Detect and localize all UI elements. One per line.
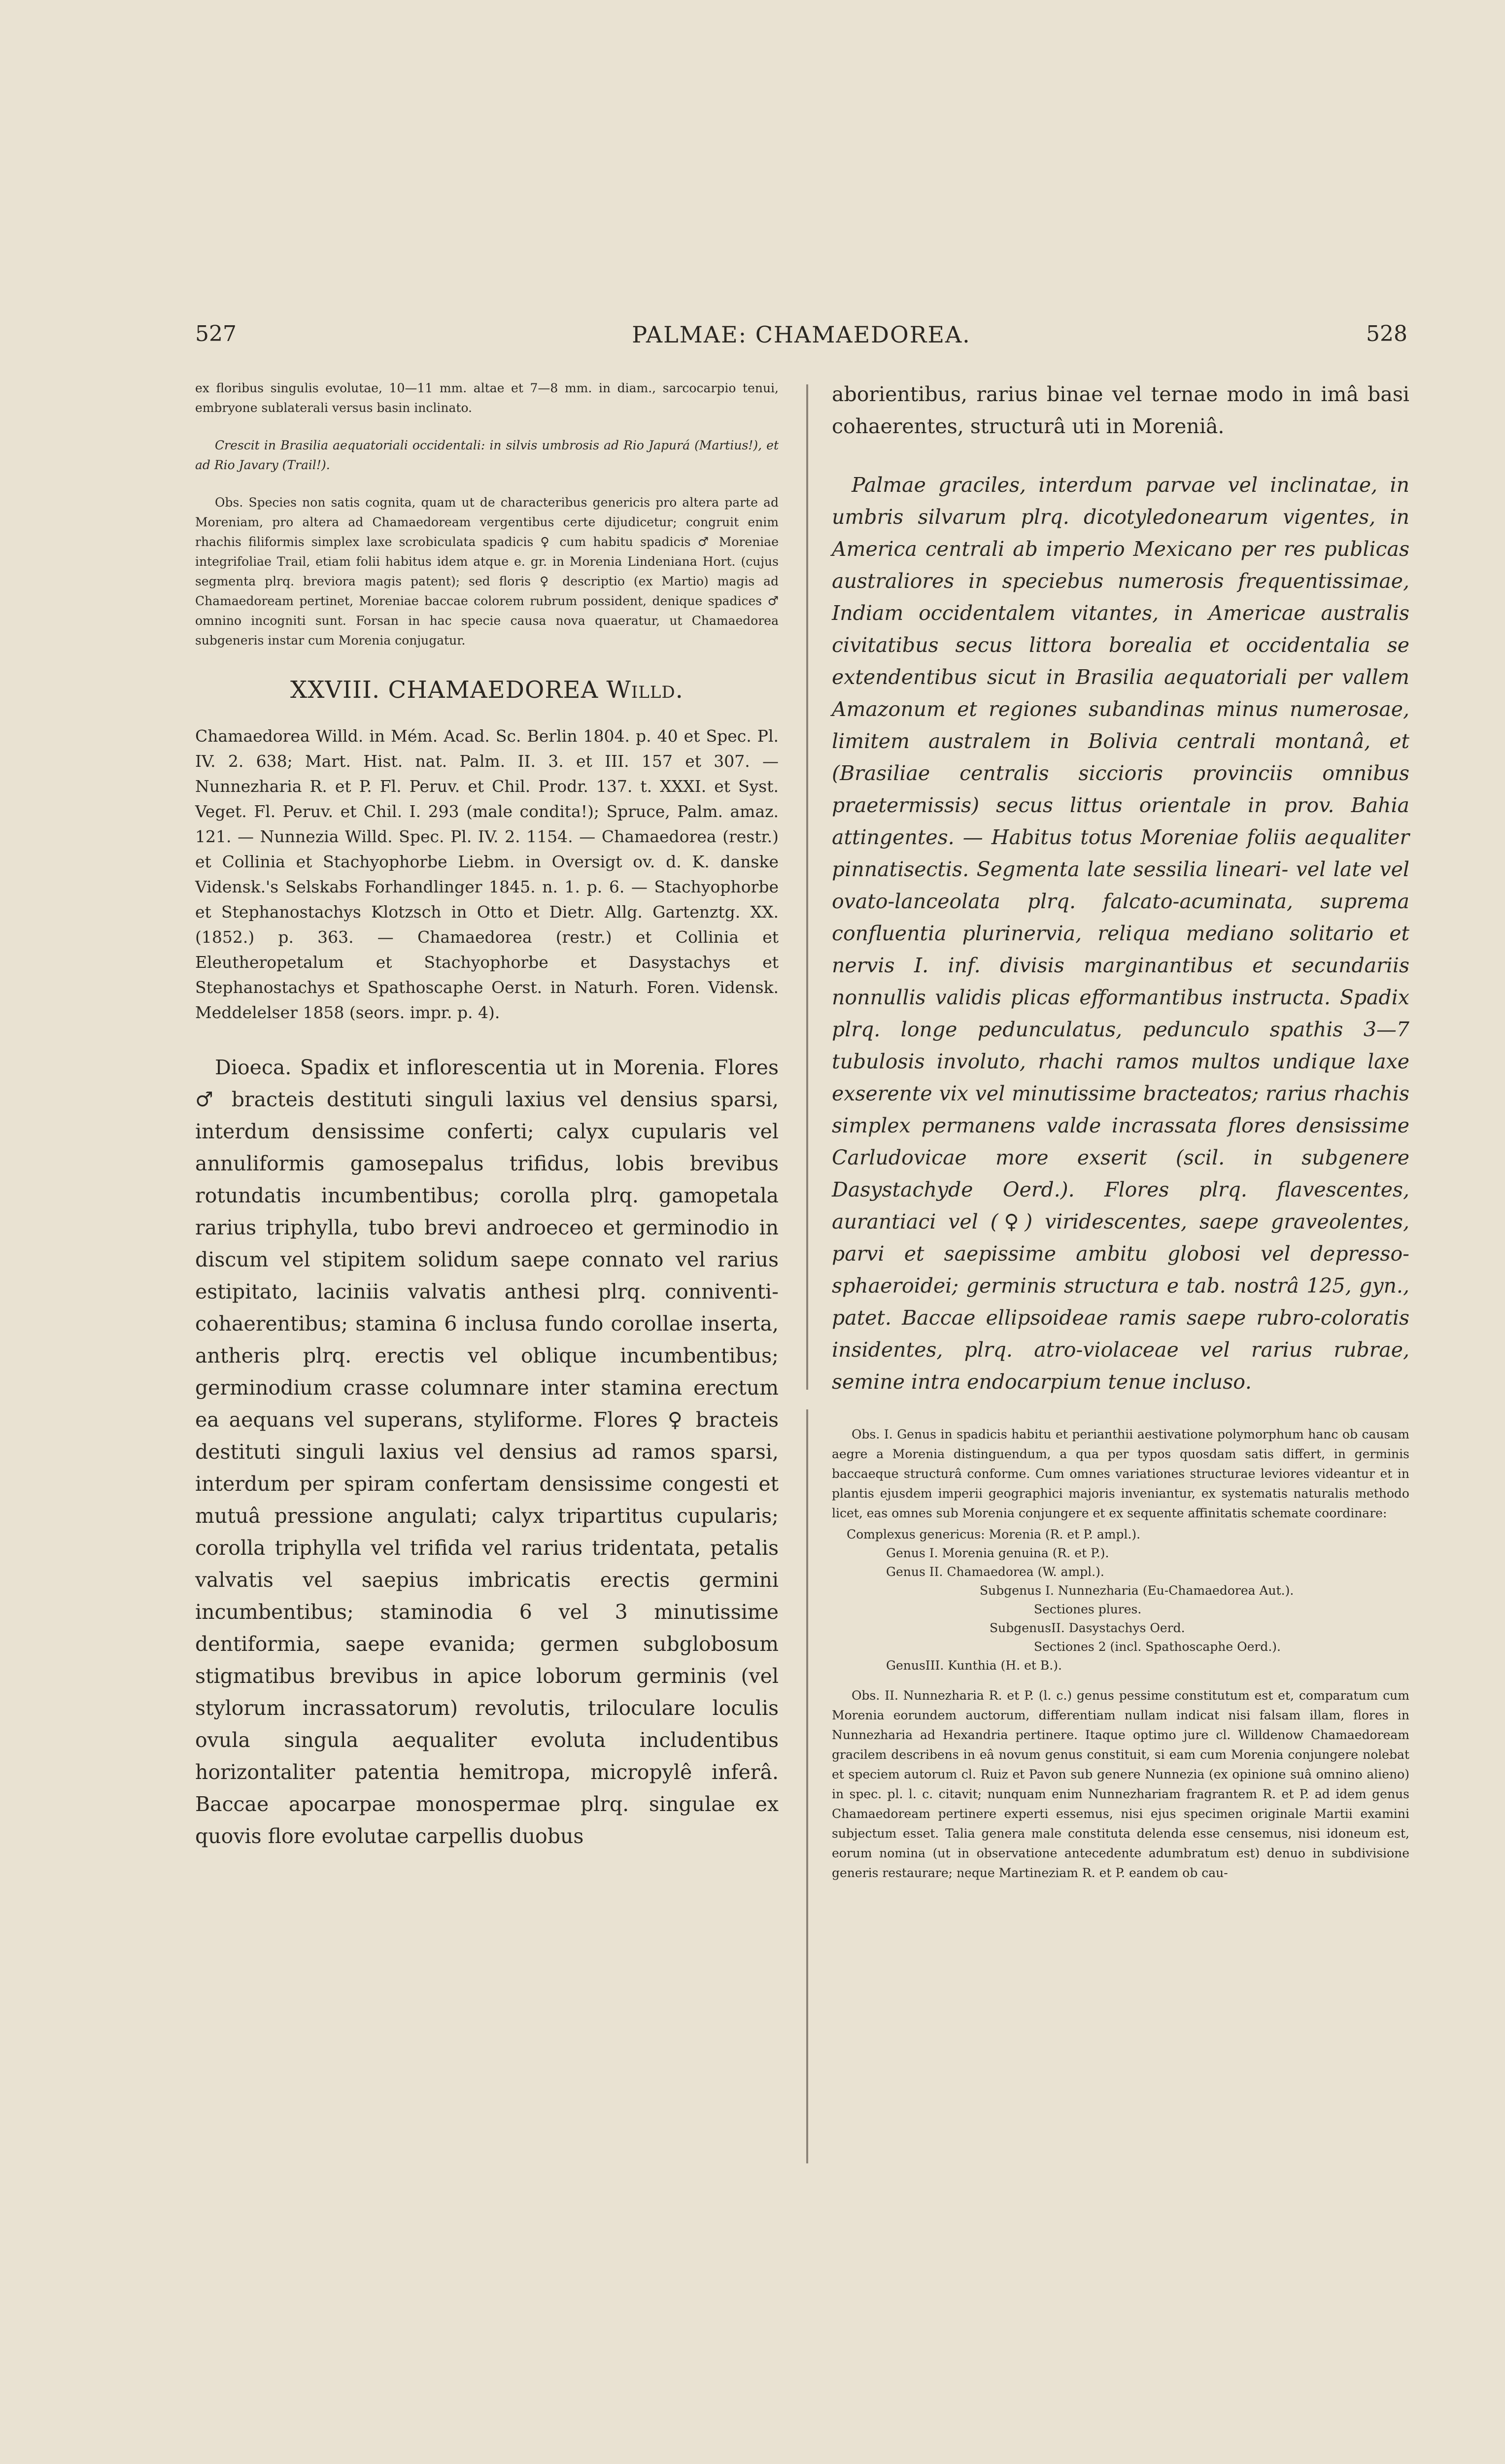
scheme-line: SubgenusII. Dasystachys Oerd. — [990, 1621, 1185, 1635]
column-divider-lower — [806, 1409, 808, 2163]
column-divider — [806, 384, 808, 1390]
fruit-description-end: ex floribus singulis evolutae, 10—11 mm. altae et 7—8 mm. in diam., sarcocarpio tenui, embryone sublaterali versus basin inclinato. — [195, 381, 779, 415]
habit-distribution: Palmae graciles, interdum parvae vel inclinatae, in umbris silvarum plrq. dicotyledonearum vigentes, in America centrali ab imperio Mexicano per res publicas australiores in speciebus numerosis frequentissimae, Indiam occidentalem vitantes, in Americae australis civitatibus secus littora borealia et occidentalia se extendentibus sicut in Brasilia aequatoriali per vallem Amazonum et regiones subandinas minus numerosae, limitem australem in Bolivia centrali montanâ, et (Brasiliae centralis siccioris provinciis omnibus praetermissis) secus littus orientale in prov. Bahia attingentes. — Habitus totus Moreniae foliis aequaliter pinnatisectis. Segmenta late sessilia lineari- vel late vel ovato-lanceolata plrq. falcato-acuminata, suprema confluentia plurinervia, reliqua mediano solitario et nervis I. inf. divisis marginantibus et secundariis nonnullis validis plicas efformantibus instructa. Spadix plrq. longe pedunculatus, pedunculo spathis 3—7 tubulosis involuto, rhachi ramos multos undique laxe exserente vix vel minutissime bracteatos; rarius rhachis simplex permanens valde incrassata flores densissime Carludovicae more exserit (scil. in subgenere Dasystachyde Oerd.). Flores plrq. flavescentes, aurantiaci vel (♀) viridescentes, saepe graveolentes, parvi et saepissime ambitu globosi vel depresso-sphaeroidei; germinis structura e tab. nostrâ 125, gyn., patet. Baccae ellipsoideae ramis saepe rubro-coloratis insidentes, plrq. atro-violaceae vel rarius rubrae, semine intra endocarpium tenue inclusο. — [832, 473, 1409, 1394]
page-header — [195, 321, 1407, 356]
distribution-note: Crescit in Brasilia aequatoriali occidentali: in silvis umbrosis ad Rio Japurá (Martius!), et ad Rio Javary (Trail!). — [195, 438, 779, 472]
genus-description: Dioeca. Spadix et inflorescentia ut in Morenia. Flores ♂ bracteis destituti singuli laxius vel densius sparsi, interdum densissime conferti; calyx cupularis vel annuliformis gamosepalus trifidus, lobis brevibus rotundatis incumbentibus; corolla plrq. gamopetala rarius triphylla, tubo brevi androeceo et germinodio in discum vel stipitem solidum saepe connato vel rarius estipitato, laciniis valvatis anthesi plrq. conniventi-cohaerentibus; stamina 6 inclusa fundo corollae inserta, antheris plrq. erectis vel oblique incumbentibus; germinodium crasse columnare inter stamina erectum ea aequans vel superans, styliforme. Flores ♀ bracteis destituti singuli laxius vel densius ad ramos sparsi, interdum per spiram confertam densissime congesti et mutuâ pressione angulati; calyx tripartitus cupularis; corolla triphylla vel trifida vel rarius tridentata, petalis valvatis vel saepius imbricatis erectis germini incumbentibus; staminodia 6 vel 3 minutissime dentiformia, saepe evanida; germen subglobosum stigmatibus brevibus in apice loborum germinis (vel stylorum incrassatorum) revolutis, triloculare loculis ovula singula aequaliter evoluta includentibus horizontaliter patentia hemitropa, micropylê inferâ. Baccae apocarpae monospermae plrq. singulae ex quovis flore evolutae carpellis duobus — [195, 1056, 779, 1848]
left-page-number: 527 — [195, 321, 237, 346]
scheme-line: Subgenus I. Nunnezharia (Eu-Chamaedorea Aut.). — [980, 1583, 1294, 1598]
description-continuation: aborientibus, rarius binae vel ternae modo in imâ basi cohaerentes, structurâ uti in Moreniâ. — [832, 382, 1409, 438]
scheme-line: Sectiones 2 (incl. Spathoscaphe Oerd.). — [1034, 1640, 1281, 1654]
genus-title: XXVIII. CHAMAEDOREA Willd. — [290, 676, 684, 704]
scheme-line: Complexus genericus: Morenia (R. et P. ampl.). — [847, 1527, 1141, 1541]
genus-synonymy: Chamaedorea Willd. in Mém. Acad. Sc. Berlin 1804. p. 40 et Spec. Pl. IV. 2. 638; Mart. Hist. nat. Palm. II. 3. et III. 157 et 307. — Nunnezharia R. et P. Fl. Peruv. et Chil. Prodr. 137. t. XXXI. et Syst. Veget. Fl. Peruv. et Chil. I. 293 (male condita!); Spruce, Palm. amaz. 121. — Nunnezia Willd. Spec. Pl. IV. 2. 1154. — Chamaedorea (restr.) et Collinia et Stachyophorbe Liebm. in Oversigt ov. d. K. danske Vidensk.'s Selskabs Forhandlinger 1845. n. 1. p. 6. — Stachyophorbe et Stephanostachys Klotzsch in Otto et Dietr. Allg. Gartenztg. XX. (1852.) p. 363. — Chamaedorea (restr.) et Collinia et Eleutheropetalum et Stachyophorbe et Dasystachys et Stephanostachys et Spathoscaphe Oerst. in Naturh. Foren. Vidensk. Meddelelser 1858 (seors. impr. p. 4). — [195, 726, 779, 1022]
right-column — [832, 378, 1409, 1883]
scheme-line: GenusIII. Kunthia (H. et B.). — [886, 1658, 1062, 1673]
scheme-line: Genus II. Chamaedorea (W. ampl.). — [886, 1565, 1104, 1579]
scheme-line: Genus I. Morenia genuina (R. et P.). — [886, 1546, 1109, 1560]
right-page-number: 528 — [1366, 321, 1407, 346]
observation-two: Obs. II. Nunnezharia R. et P. (l. c.) genus pessime constitutum est et, comparatum cum Morenia eorundem auctorum, differentiam nullam indicat nisi falsam illam, flores in Nunnezharia ad Hexandria pertinere. Itaque optimo jure cl. Willdenow Chamaedoream gracilem describens in eâ novum genus constituit, si eam cum Morenia conjungere nolebat et speciem autorum cl. Ruiz et Pavon sub genere Nunnezia (ex opinione suâ omnino alieno) in spec. pl. l. c. citavit; nunquam enim Nunnezhariam fragrantem R. et P. ad idem genus Chamaedoream pertinere experti essemus, nisi ejus specimen originale Martii examini subjectum esset. Talia genera male constituta delenda esse censemus, nisi idoneum est, eorum nomina (ut in observatione antecedente adumbratum est) denuo in subdivisione generis restaurare; neque Martineziam R. et P. eandem ob cau- — [832, 1688, 1409, 1880]
observation-one: Obs. I. Genus in spadicis habitu et perianthii aestivatione polymorphum hanc ob causam aegre a Morenia distinguendum, a qua per typos quosdam satis differt, in germinis baccaeque structurâ conforme. Cum omnes variationes structurae leviores videantur et in plantis ejusdem imperii geographici majoris inveniantur, ex systematis naturalis methodo licet, eas omnes sub Morenia conjungere et ex sequente affinitatis schemate coordinare: — [832, 1427, 1409, 1520]
scheme-line: Sectiones plures. — [1034, 1602, 1142, 1616]
observation-paragraph: Obs. Species non satis cognita, quam ut de characteribus genericis pro altera parte ad Moreniam, pro altera ad Chamaedoream vergentibus certe dijudicetur; congruit enim rhachis filiformis simplex laxe scrobiculata spadicis ♀ cum habitu spadicis ♂ Moreniae integrifoliae Trail, etiam folii habitus idem atque e. gr. in Morenia Lindeniana Hort. (cujus segmenta plrq. breviora magis patent); sed floris ♀ descriptio (ex Martio) magis ad Chamaedoream pertinet, Moreniae baccae colorem rubrum possident, denique spadices ♂ omnino incogniti sunt. Forsan in hac specie causa nova quaeratur, ut Chamaedorea subgeneris instar cum Morenia conjugatur. — [195, 495, 779, 648]
running-title: PALMAE: CHAMAEDOREA. — [632, 321, 971, 348]
affinity-scheme — [832, 1525, 1409, 1675]
left-column — [195, 378, 779, 1852]
